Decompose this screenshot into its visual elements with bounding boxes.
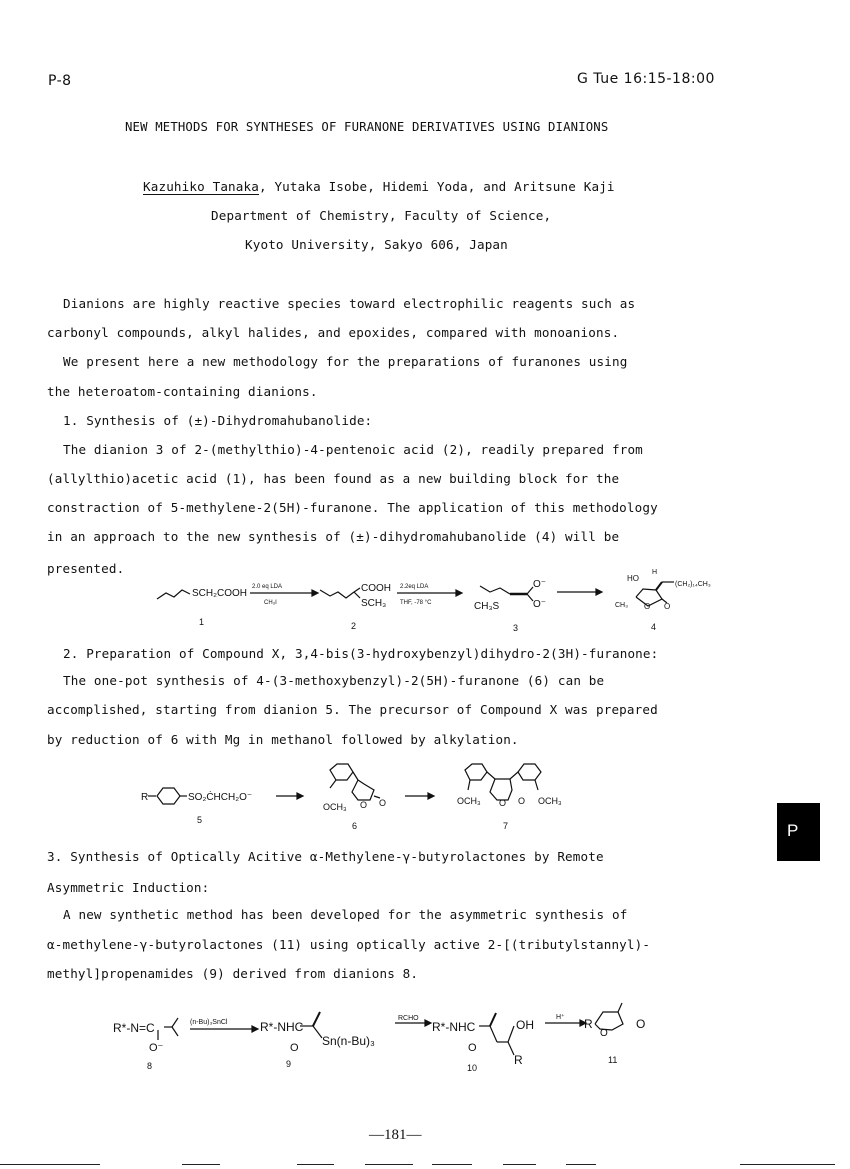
bottom-rule	[0, 1164, 100, 1165]
arrow-7-head	[425, 1020, 431, 1026]
section1-line: in an approach to the new synthesis of (±)-dihydromahubanolide (4) will be	[47, 529, 620, 544]
section3-heading-line-1: 3. Synthesis of Optically Acitive α-Methylene-γ-butyrolactones by Remote	[47, 849, 604, 864]
label-5: 5	[197, 815, 203, 825]
compound-3-sme: CH₃S	[474, 601, 500, 612]
arrow-3-head	[596, 589, 602, 595]
paper-title: NEW METHODS FOR SYNTHESES OF FURANONE DERIVATIVES USING DIANIONS	[125, 120, 609, 134]
intro-line: the heteroatom-containing dianions.	[47, 384, 318, 399]
section1-line: presented.	[47, 561, 125, 576]
allyl-chain-2	[320, 590, 354, 598]
label-9: 9	[286, 1059, 292, 1069]
compound-4-h: H	[652, 569, 658, 576]
compound-11-r: R	[584, 1017, 593, 1031]
reagent-1-top: 2.0 eq LDA	[252, 584, 283, 590]
co-authors: , Yutaka Isobe, Hidemi Yoda, and Aritsune Kaji	[258, 179, 615, 194]
lactone-ring-7	[490, 779, 512, 800]
benzene-ring-5	[157, 788, 180, 804]
benzene-ring-7b	[518, 764, 541, 780]
arrow-6-head	[252, 1026, 258, 1032]
section-tab	[777, 803, 820, 861]
bottom-rule	[365, 1164, 413, 1165]
page-number: —181—	[369, 1127, 422, 1143]
compound-4-ring-o: O	[644, 602, 651, 611]
bottom-rule	[432, 1164, 472, 1165]
compound-7-och3-right: OCH₃	[538, 796, 562, 806]
label-3: 3	[513, 623, 519, 633]
section2-line: accomplished, starting from dianion 5. The precursor of Compound X was prepared	[47, 702, 658, 717]
section1-line: constraction of 5-methylene-2(5H)-furanone. The application of this methodology	[47, 500, 658, 515]
compound-7-och3-left: OCH₃	[457, 796, 481, 806]
authors	[143, 179, 615, 194]
session-code: P-8	[48, 73, 72, 89]
arrow-4-head	[297, 793, 303, 799]
scheme-2	[0, 755, 850, 835]
bottom-rule	[182, 1164, 220, 1165]
compound-10: R*-NHC	[432, 1020, 476, 1034]
label-4: 4	[651, 622, 657, 632]
bottom-rule	[503, 1164, 536, 1165]
compound-9-o: O	[290, 1042, 299, 1054]
reagent-2-bottom: THF, -78 °C	[400, 600, 432, 606]
compound-11-ring-o: O	[600, 1028, 608, 1039]
compound-9: R*-NHC	[260, 1020, 304, 1034]
compound-4-carbonyl-o: O	[664, 602, 671, 611]
reagent-4: RCHO	[398, 1015, 419, 1022]
arrow-2-head	[456, 590, 462, 596]
arrow-1-head	[312, 590, 318, 596]
compound-2-cooh: COOH	[361, 583, 391, 594]
intro-line: We present here a new methodology for the preparations of furanones using	[63, 354, 628, 369]
bottom-rule	[566, 1164, 596, 1165]
section3-heading-line-2: Asymmetric Induction:	[47, 880, 210, 895]
reagent-2-top: 2.2eq LDA	[400, 584, 429, 590]
label-8: 8	[147, 1061, 153, 1071]
affiliation-line-1: Department of Chemistry, Faculty of Science,	[211, 208, 552, 223]
reagent-3: (n-Bu)₃SnCl	[190, 1019, 228, 1026]
compound-10-o: O	[468, 1042, 477, 1054]
scheme-3	[0, 1000, 850, 1080]
compound-10-oh: OH	[516, 1018, 534, 1032]
arrow-5-head	[428, 793, 434, 799]
compound-2-sch3: SCH₃	[361, 598, 387, 609]
compound-6-och3: OCH₃	[323, 802, 347, 812]
compound-9-sn: Sn(n-Bu)₃	[322, 1034, 375, 1048]
compound-8-o: O⁻	[149, 1042, 164, 1054]
section2-line: by reduction of 6 with Mg in methanol followed by alkylation.	[47, 732, 519, 747]
section1-line: (allylthio)acetic acid (1), has been found as a new building block for the	[47, 471, 620, 486]
compound-4-ch3: CH₃	[615, 602, 628, 609]
reagent-5: H⁺	[556, 1014, 565, 1021]
compound-1: SCH₂COOH	[192, 588, 247, 599]
allyl-chain-1	[157, 590, 190, 599]
affiliation-line-2: Kyoto University, Sakyo 606, Japan	[245, 237, 508, 252]
label-7: 7	[503, 821, 509, 831]
compound-5-chain: SO₂ĊHCH₂O⁻	[188, 792, 253, 803]
bottom-rule	[297, 1164, 334, 1165]
label-6: 6	[352, 821, 358, 831]
compound-5-r: R	[141, 792, 149, 803]
label-1: 1	[199, 617, 205, 627]
compound-3-o-bottom: O⁻	[533, 599, 547, 610]
section1-heading: 1. Synthesis of (±)-Dihydromahubanolide:	[63, 413, 373, 428]
benzene-ring-7a	[465, 764, 487, 780]
reagent-1-bottom: CH₃I	[264, 600, 277, 606]
compound-11-carbonyl-o: O	[636, 1017, 646, 1031]
label-11: 11	[608, 1055, 618, 1065]
compound-7-ring-o: O	[499, 798, 507, 808]
compound-4-chain: (CH₂)₁₄CH₃	[675, 581, 711, 588]
allyl-chain-3	[480, 586, 510, 594]
compound-8: R*-N=C	[113, 1021, 155, 1035]
section-tab-letter: P	[787, 821, 799, 840]
section2-heading: 2. Preparation of Compound X, 3,4-bis(3-hydroxybenzyl)dihydro-2(3H)-furanone:	[63, 646, 659, 661]
label-2: 2	[351, 621, 357, 631]
section3-line: A new synthetic method has been developed for the asymmetric synthesis of	[63, 907, 628, 922]
section2-line: The one-pot synthesis of 4-(3-methoxybenzyl)-2(5H)-furanone (6) can be	[63, 673, 605, 688]
section3-line: α-methylene-γ-butyrolactones (11) using optically active 2-[(tributylstannyl)-	[47, 937, 651, 952]
compound-10-r: R	[514, 1053, 523, 1067]
compound-6-ring-o: O	[360, 800, 368, 810]
compound-3-o-top: O⁻	[533, 579, 547, 590]
compound-6-carbonyl-o: O	[379, 798, 387, 808]
intro-line: carbonyl compounds, alkyl halides, and epoxides, compared with monoanions.	[47, 325, 620, 340]
label-10: 10	[467, 1063, 478, 1073]
presenting-author: Kazuhiko Tanaka	[143, 179, 259, 194]
benzene-ring-6	[330, 764, 353, 780]
compound-4-ho: HO	[627, 574, 639, 583]
bottom-rule	[740, 1164, 835, 1165]
section1-line: The dianion 3 of 2-(methylthio)-4-pentenoic acid (2), readily prepared from	[63, 442, 643, 457]
section3-line: methyl]propenamides (9) derived from dianions 8.	[47, 966, 419, 981]
session-time: G Tue 16:15-18:00	[577, 71, 715, 87]
compound-7-carbonyl-o: O	[518, 796, 526, 806]
furanone-ring-6	[352, 780, 374, 800]
scheme-1	[0, 560, 850, 635]
intro-line: Dianions are highly reactive species toward electrophilic reagents such as	[63, 296, 636, 311]
